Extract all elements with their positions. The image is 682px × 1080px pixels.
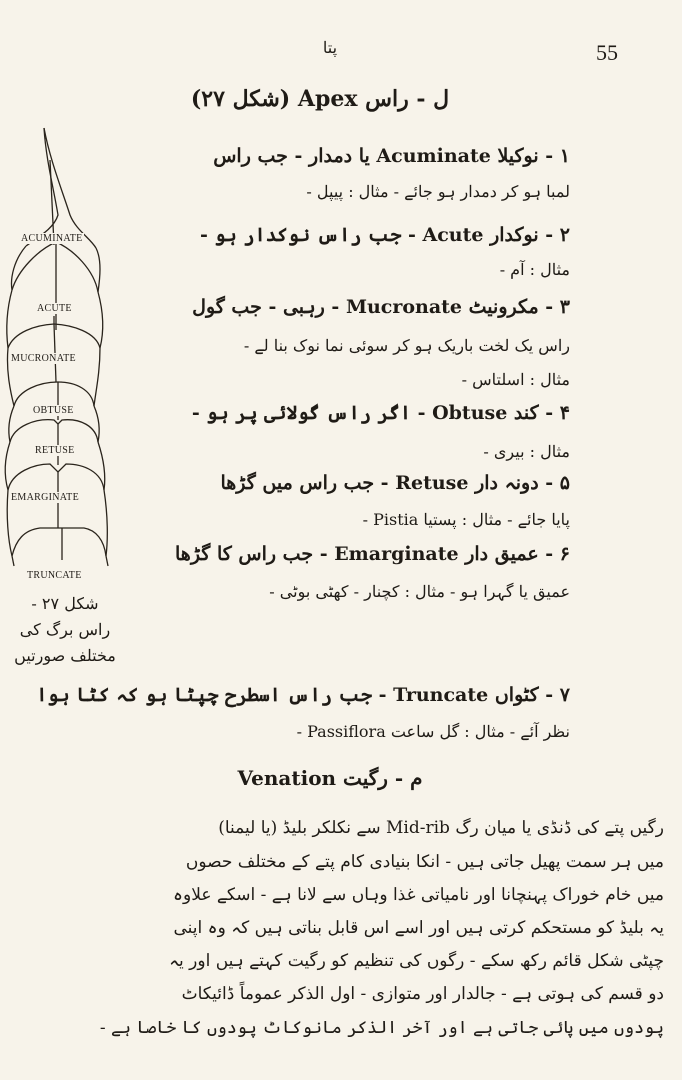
figure-caption-line: راس برگ کی [19, 620, 111, 639]
apex-line: ۴ - کند Obtuse - اگر راس گولائی پر ہو - [191, 402, 570, 424]
apex-line: عمیق یا گہرا ہو - مثال : کچنار - کھٹی بوٹی - [269, 582, 570, 601]
figure-caption-line: شکل ۲۷ - [31, 594, 99, 613]
venation-line: یہ بلیڈ کو مستحکم کرتی ہیں اور اسے اس قابل بناتی ہیں کہ وہ اپنی [173, 918, 664, 938]
apex-line: پایا جائے - مثال : پستیا Pistia - [362, 510, 570, 529]
apex-line: مثال : اسلتاس - [461, 370, 570, 389]
apex-line: مثال : آم - [499, 260, 570, 279]
leaf-apex-figure [0, 120, 130, 680]
apex-heading: ل - راس Apex (شکل ۲۷) [190, 86, 450, 112]
venation-line: چپٹی شکل قائم رکھ سکے - رگوں کی تنظیم کو رگیت کہتے ہیں اور یہ [169, 951, 664, 971]
apex-line: نظر آئے - مثال : گل ساعت Passiflora - [296, 722, 570, 741]
venation-line: پودوں میں پائی جاتی ہے اور آخر الذکر مانوکاٹ پودوں کا خاصا ہے - [99, 1018, 664, 1038]
apex-line: ۳ - مکرونیٹ Mucronate - رہبی - جب گول [192, 296, 570, 318]
apex-line: ۲ - نوکدار Acute - جب راس نوکدار ہو - [200, 224, 570, 246]
apex-line: راس یک لخت باریک ہو کر سوئی نما نوک بنا لے - [243, 336, 570, 355]
fig-label-acuminate: ACUMINATE [21, 233, 83, 244]
fig-label-acute: ACUTE [37, 303, 72, 314]
fig-label-truncate: TRUNCATE [27, 570, 82, 581]
venation-line: میں خام خوراک پہنچانا اور نامیاتی غذا وہاں سے لانا ہے - اسکے علاوہ [173, 885, 664, 905]
apex-line: ۷ - کٹواں Truncate - جب راس اسطرح چپٹا ہو کہ کٹا ہوا [36, 684, 570, 706]
venation-line: دو قسم کی ہوتی ہے - جالدار اور متوازی - اول الذکر عموماً ڈائیکاٹ [181, 984, 664, 1004]
apex-line: ۶ - عمیق دار Emarginate - جب راس کا گڑھا [175, 543, 570, 565]
apex-line: مثال : بیری - [483, 442, 570, 461]
figure-caption-line: مختلف صورتیں [14, 646, 116, 665]
venation-line: میں ہر سمت پھیل جاتی ہیں - انکا بنیادی کام پتے کے مختلف حصوں [185, 852, 664, 872]
apex-line: ۵ - دونہ دار Retuse - جب راس میں گڑھا [220, 472, 570, 494]
venation-heading: م - رگیت Venation [237, 766, 423, 790]
fig-label-emarginate: EMARGINATE [11, 492, 79, 503]
apex-line: لمبا ہو کر دمدار ہو جائے - مثال : پیپل - [306, 182, 570, 201]
apex-line: ۱ - نوکیلا Acuminate یا دمدار - جب راس [213, 145, 570, 167]
page-number: 55 [596, 40, 618, 65]
fig-label-mucronate: MUCRONATE [11, 353, 76, 364]
fig-label-obtuse: OBTUSE [33, 405, 74, 416]
fig-label-retuse: RETUSE [35, 445, 75, 456]
running-head: پتا [322, 38, 338, 57]
venation-line: رگیں پتے کی ڈنڈی یا میان رگ Mid-rib سے نکلکر بلیڈ (یا لیمنا) [218, 818, 664, 838]
